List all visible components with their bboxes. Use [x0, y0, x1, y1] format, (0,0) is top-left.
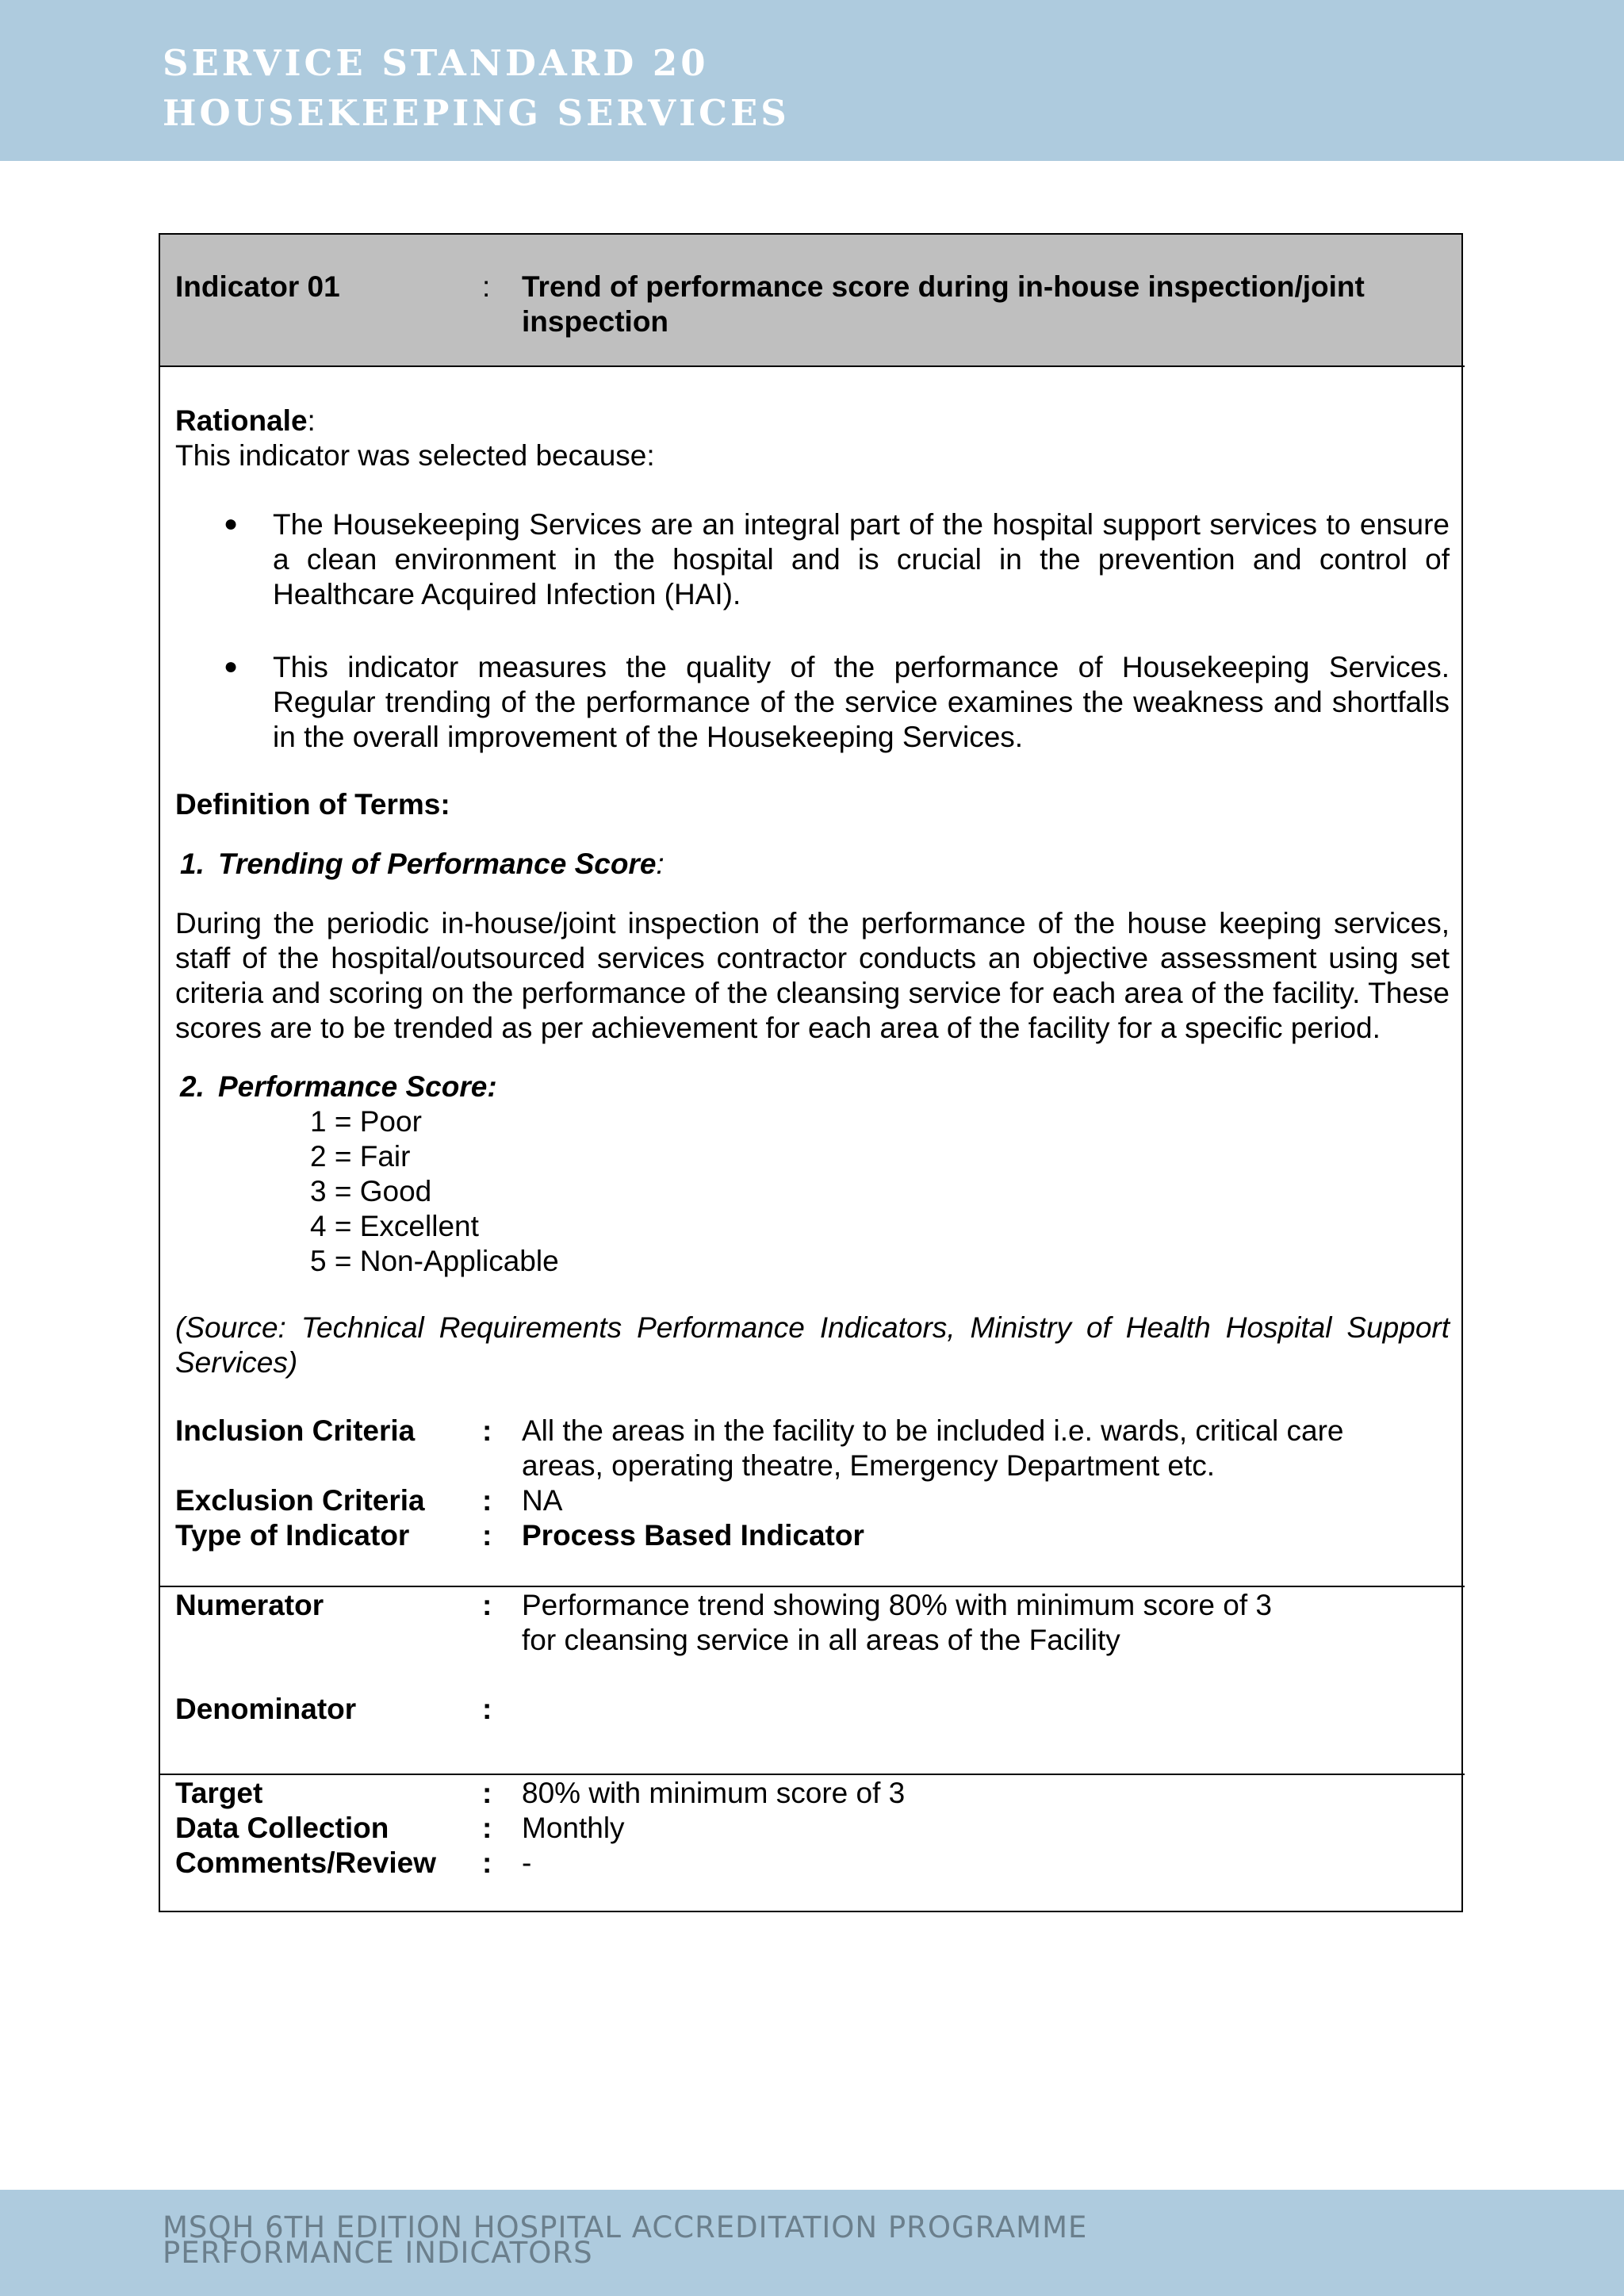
exclusion-criteria-label: Exclusion Criteria: [175, 1484, 425, 1517]
score-list: [310, 1104, 559, 1279]
header-standard-name: HOUSEKEEPING SERVICES: [163, 92, 790, 134]
data-collection-colon: :: [482, 1812, 492, 1844]
score-item: 3 = Good: [310, 1175, 432, 1207]
indicator-colon: :: [482, 270, 491, 303]
target-label: Target: [175, 1777, 263, 1809]
score-item: 1 = Poor: [310, 1105, 422, 1138]
score-item: 5 = Non-Applicable: [310, 1245, 559, 1277]
comments-review-colon: :: [482, 1846, 492, 1879]
term2-number: 2.: [180, 1070, 205, 1103]
exclusion-criteria-value: NA: [522, 1484, 563, 1517]
term1-title: Trending of Performance Score:: [218, 848, 665, 880]
score-item: 2 = Fair: [310, 1140, 411, 1173]
indicator-type-colon: :: [482, 1519, 492, 1552]
rationale-bullet-1: The Housekeeping Services are an integral part of the hospital support services to ensure a clean environment in the hospital and is crucial in the prevention and control of Healthcare Acquired Infection (HAI).: [273, 508, 1450, 610]
inclusion-criteria-value: All the areas in the facility to be included i.e. wards, critical care areas, operating theatre, Emergency Department etc.: [522, 1414, 1344, 1482]
term2-title: Performance Score:: [218, 1070, 497, 1103]
exclusion-criteria-colon: :: [482, 1484, 492, 1517]
divider-indicator: [159, 365, 1465, 367]
inclusion-criteria-colon: :: [482, 1414, 492, 1447]
inclusion-criteria-label: Inclusion Criteria: [175, 1414, 416, 1447]
rationale-intro: This indicator was selected because:: [175, 439, 655, 472]
rationale-heading: Rationale:: [175, 404, 316, 437]
data-collection-label: Data Collection: [175, 1812, 389, 1844]
term1-number: 1.: [180, 848, 205, 880]
footer-subtitle: PERFORMANCE INDICATORS: [163, 2236, 593, 2270]
header-standard-number: SERVICE STANDARD 20: [163, 42, 709, 84]
term1-description: During the periodic in-house/joint inspection of the performance of the house keeping services, staff of the hospital/outsourced services contractor conducts an objective assessment using set criteria and scoring on the performance of the cleansing service for each area of the facility. These scores are to be trended as per achievement for each area of the facility for a specific period.: [175, 907, 1450, 1044]
numerator-colon: :: [482, 1589, 492, 1621]
target-value: 80% with minimum score of 3: [522, 1777, 906, 1809]
bullet-icon: ●: [224, 653, 239, 679]
definitions-heading: Definition of Terms:: [175, 788, 450, 821]
numerator-value: Performance trend showing 80% with minimum score of 3 for cleansing service in all areas of the Facility: [522, 1589, 1272, 1656]
numerator-label: Numerator: [175, 1589, 324, 1621]
comments-review-label: Comments/Review: [175, 1846, 436, 1879]
score-item: 4 = Excellent: [310, 1210, 479, 1242]
footer-programme: MSQH 6TH EDITION HOSPITAL ACCREDITATION PROGRAMME: [163, 2210, 1088, 2244]
denominator-label: Denominator: [175, 1693, 357, 1725]
denominator-colon: :: [482, 1693, 492, 1725]
comments-review-value: -: [522, 1846, 532, 1879]
divider-measure: [159, 1774, 1465, 1775]
page-header-title: [163, 38, 790, 138]
rationale-bullet-2: This indicator measures the quality of the performance of Housekeeping Services. Regular trending of the performance of the service examines the weakness and shortfalls in the overall improvement of the Housekeeping Services.: [273, 651, 1450, 753]
target-colon: :: [482, 1777, 492, 1809]
indicator-label: Indicator 01: [175, 270, 340, 303]
bullet-icon: ●: [224, 511, 239, 537]
indicator-type-label: Type of Indicator: [175, 1519, 410, 1552]
source-citation: (Source: Technical Requirements Performance Indicators, Ministry of Health Hospital Support Services): [175, 1311, 1450, 1379]
indicator-type-value: Process Based Indicator: [522, 1519, 864, 1552]
page-footer: [163, 2210, 1088, 2270]
indicator-title: Trend of performance score during in-house inspection/joint inspection: [522, 270, 1365, 338]
data-collection-value: Monthly: [522, 1812, 625, 1844]
divider-criteria: [159, 1586, 1465, 1587]
